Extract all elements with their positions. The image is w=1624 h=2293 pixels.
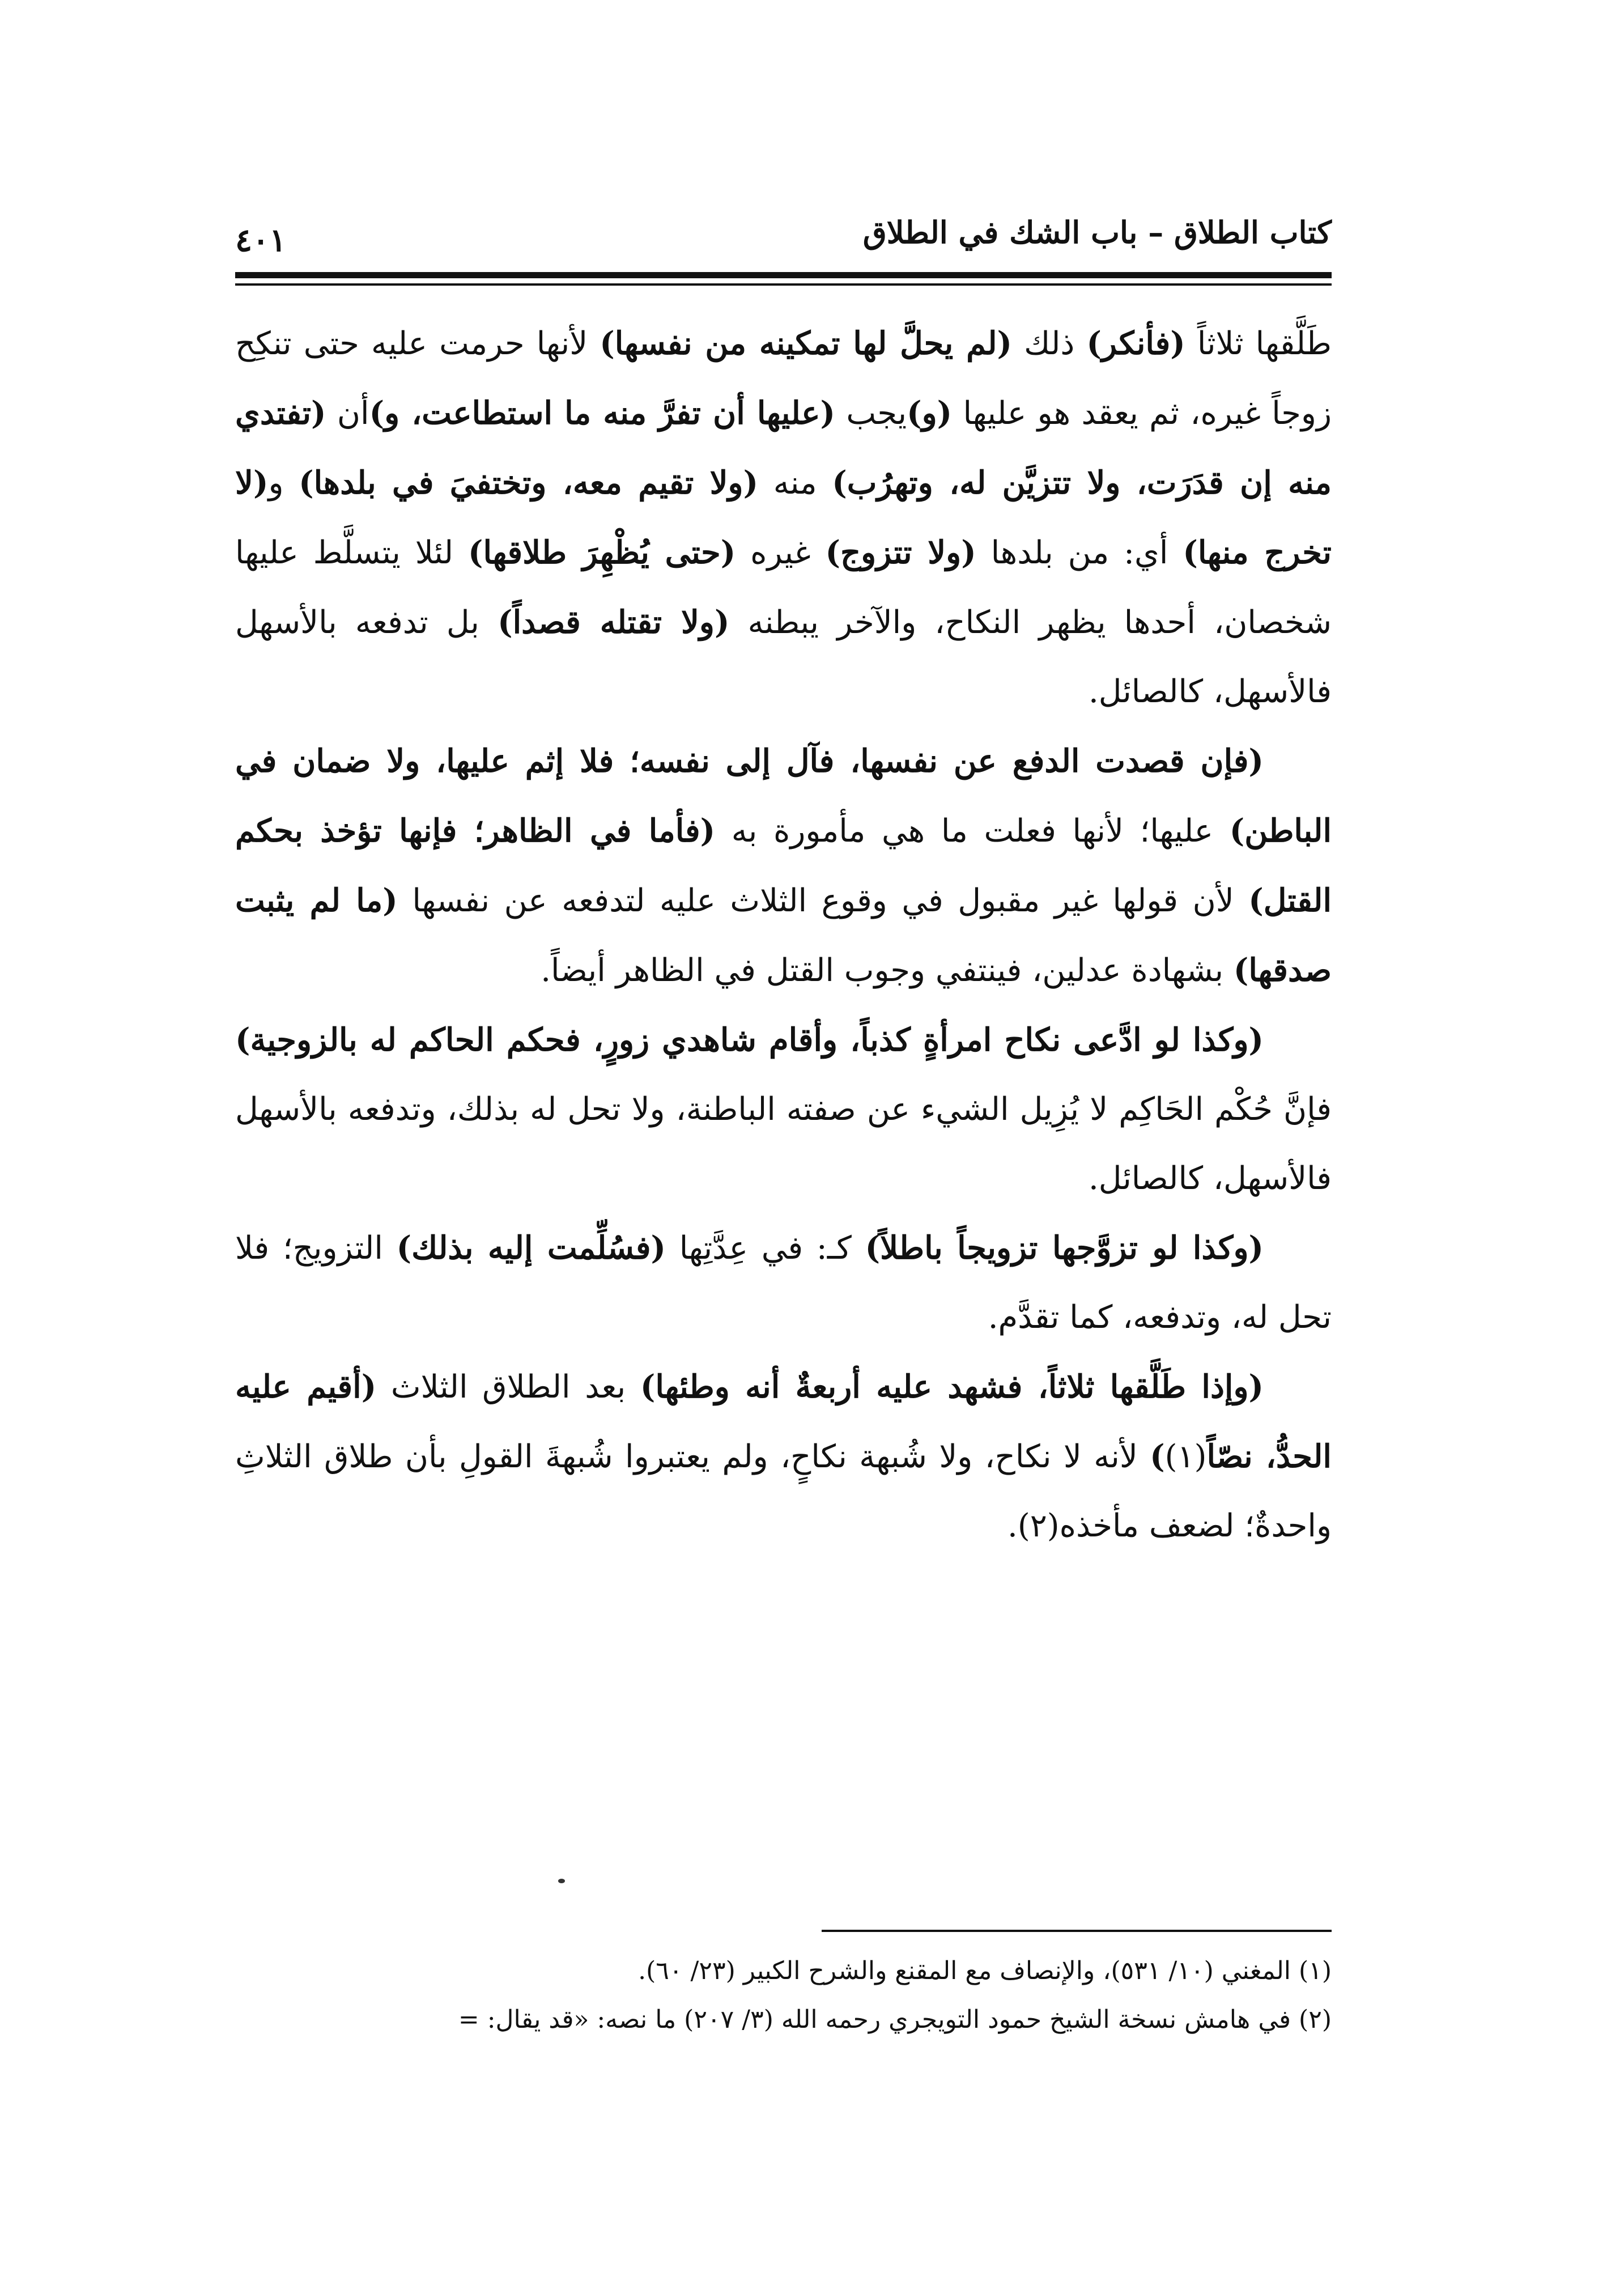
commentary-text: يجب	[835, 395, 907, 432]
commentary-text: بل تدفعه بالأسهل فالأسهل، كالصائل.	[235, 604, 1332, 710]
matn-text: (تفتدي منه إن قدَرَت، ولا تتزيَّن له، وتهرُب)	[235, 394, 1332, 502]
header-rule-thick	[235, 272, 1332, 278]
commentary-text: التزويج؛ فلا تحل له، وتدفعه، كما تقدَّم.	[235, 1230, 1332, 1336]
running-title: كتاب الطلاق – باب الشك في الطلاق	[862, 214, 1332, 250]
commentary-text: بعد الطلاق الثلاث	[376, 1369, 640, 1405]
commentary-text: و	[268, 465, 299, 502]
footnote-1: (١) المغني (١٠/ ٥٣١)، والإنصاف مع المقنع والشرح الكبير (٢٣/ ٦٠).	[638, 1956, 1332, 1985]
matn-text: (وكذا لو ادَّعى نكاح امرأةٍ كذباً، وأقام شاهدي زورٍ، فحكم الحاكم له بالزوجية)	[235, 1021, 1264, 1059]
matn-text: (حتى يُظْهِرَ طلاقها)	[467, 534, 736, 571]
matn-text: (فسُلِّمت إليه بذلك)	[396, 1229, 666, 1267]
paragraph	[235, 1213, 1332, 1352]
commentary-text: كـ: في عِدَّتِها	[665, 1230, 865, 1267]
matn-text: (ولا تقتله قصداً)	[498, 604, 730, 641]
matn-text: (وكذا لو تزوَّجها تزويجاً باطلاً)	[865, 1229, 1264, 1267]
ink-speck	[558, 1879, 565, 1883]
matn-text: (أقيم عليه الحدُّ، نصّاً	[235, 1368, 1332, 1475]
matn-text: (ولا تقيم معه، وتختفيَ في بلدها)	[299, 464, 759, 502]
paragraph	[235, 727, 1332, 1005]
commentary-text: غيره	[736, 534, 826, 571]
footnotes	[235, 1947, 1332, 2044]
commentary-text: بشهادة عدلين، فينتفي وجوب القتل في الظاهر أيضاً.	[541, 952, 1234, 989]
commentary-text: (١)	[1164, 1438, 1207, 1475]
matn-text: (فأما في الظاهر؛ فإنها تؤخذ بحكم القتل)	[235, 812, 1332, 919]
commentary-text: طَلَّقها ثلاثاً	[1185, 325, 1332, 362]
commentary-text: لأنها حرمت عليه حتى تنكِح زوجاً غيره، ثم يعقد هو عليها	[235, 325, 1332, 432]
matn-text: (ولا تتزوج)	[825, 534, 976, 571]
commentary-text: لأنه لا نكاح، ولا شُبهة نكاحٍ، ولم يعتبروا شُبهةَ القولِ بأن طلاق الثلاثِ واحدةٌ؛ لضعف مأخذه(٢).	[235, 1438, 1332, 1544]
footnote-separator	[822, 1930, 1332, 1932]
paragraph	[235, 1005, 1332, 1213]
commentary-text: فإنَّ حُكْم الحَاكِم لا يُزِيل الشيء عن صفته الباطنة، ولا تحل له بذلك، وتدفعه بالأسهل فالأسهل، كالصائل.	[235, 1091, 1332, 1197]
commentary-text: أن	[326, 395, 369, 432]
matn-text: (و)	[907, 394, 953, 432]
commentary-text: منه	[758, 465, 832, 502]
page-number: ٤٠١	[235, 222, 287, 259]
commentary-text: عليها؛ لأنها فعلت ما هي مأمورة به	[715, 813, 1230, 850]
matn-text: )	[1150, 1438, 1165, 1475]
matn-text: (ما لم يثبت صدقها)	[235, 882, 1332, 989]
matn-text: (عليها أن تفرَّ منه ما استطاعت، و)	[369, 394, 836, 432]
paragraph	[235, 1352, 1332, 1561]
commentary-text: لئلا يتسلَّط عليها شخصان، أحدها يظهر النكاح، والآخر يبطنه	[235, 534, 1332, 641]
footnote-2: (٢) في هامش نسخة الشيخ حمود التويجري رحمه الله (٣/ ٢٠٧) ما نصه: «قد يقال: =	[458, 2005, 1332, 2034]
matn-text: (لم يحلَّ لها تمكينه من نفسها)	[600, 325, 1012, 362]
commentary-text: لأن قولها غير مقبول في وقوع الثلاث عليه لتدفعه عن نفسها	[397, 882, 1249, 919]
matn-text: (لا تخرج منها)	[235, 464, 1332, 571]
commentary-text: أي: من بلدها	[976, 534, 1183, 571]
matn-text: (فإن قصدت الدفع عن نفسها، فآل إلى نفسه؛ فلا إثم عليها، ولا ضمان في الباطن)	[235, 742, 1332, 850]
body-text	[235, 309, 1332, 1561]
matn-text: (وإذا طَلَّقها ثلاثاً، فشهد عليه أربعةٌ أنه وطئها)	[640, 1368, 1264, 1405]
header-rule-thin	[235, 283, 1332, 286]
paragraph	[235, 309, 1332, 727]
page-header	[235, 210, 1332, 269]
commentary-text: ذلك	[1012, 325, 1087, 362]
matn-text: (فأنكر)	[1086, 325, 1185, 362]
